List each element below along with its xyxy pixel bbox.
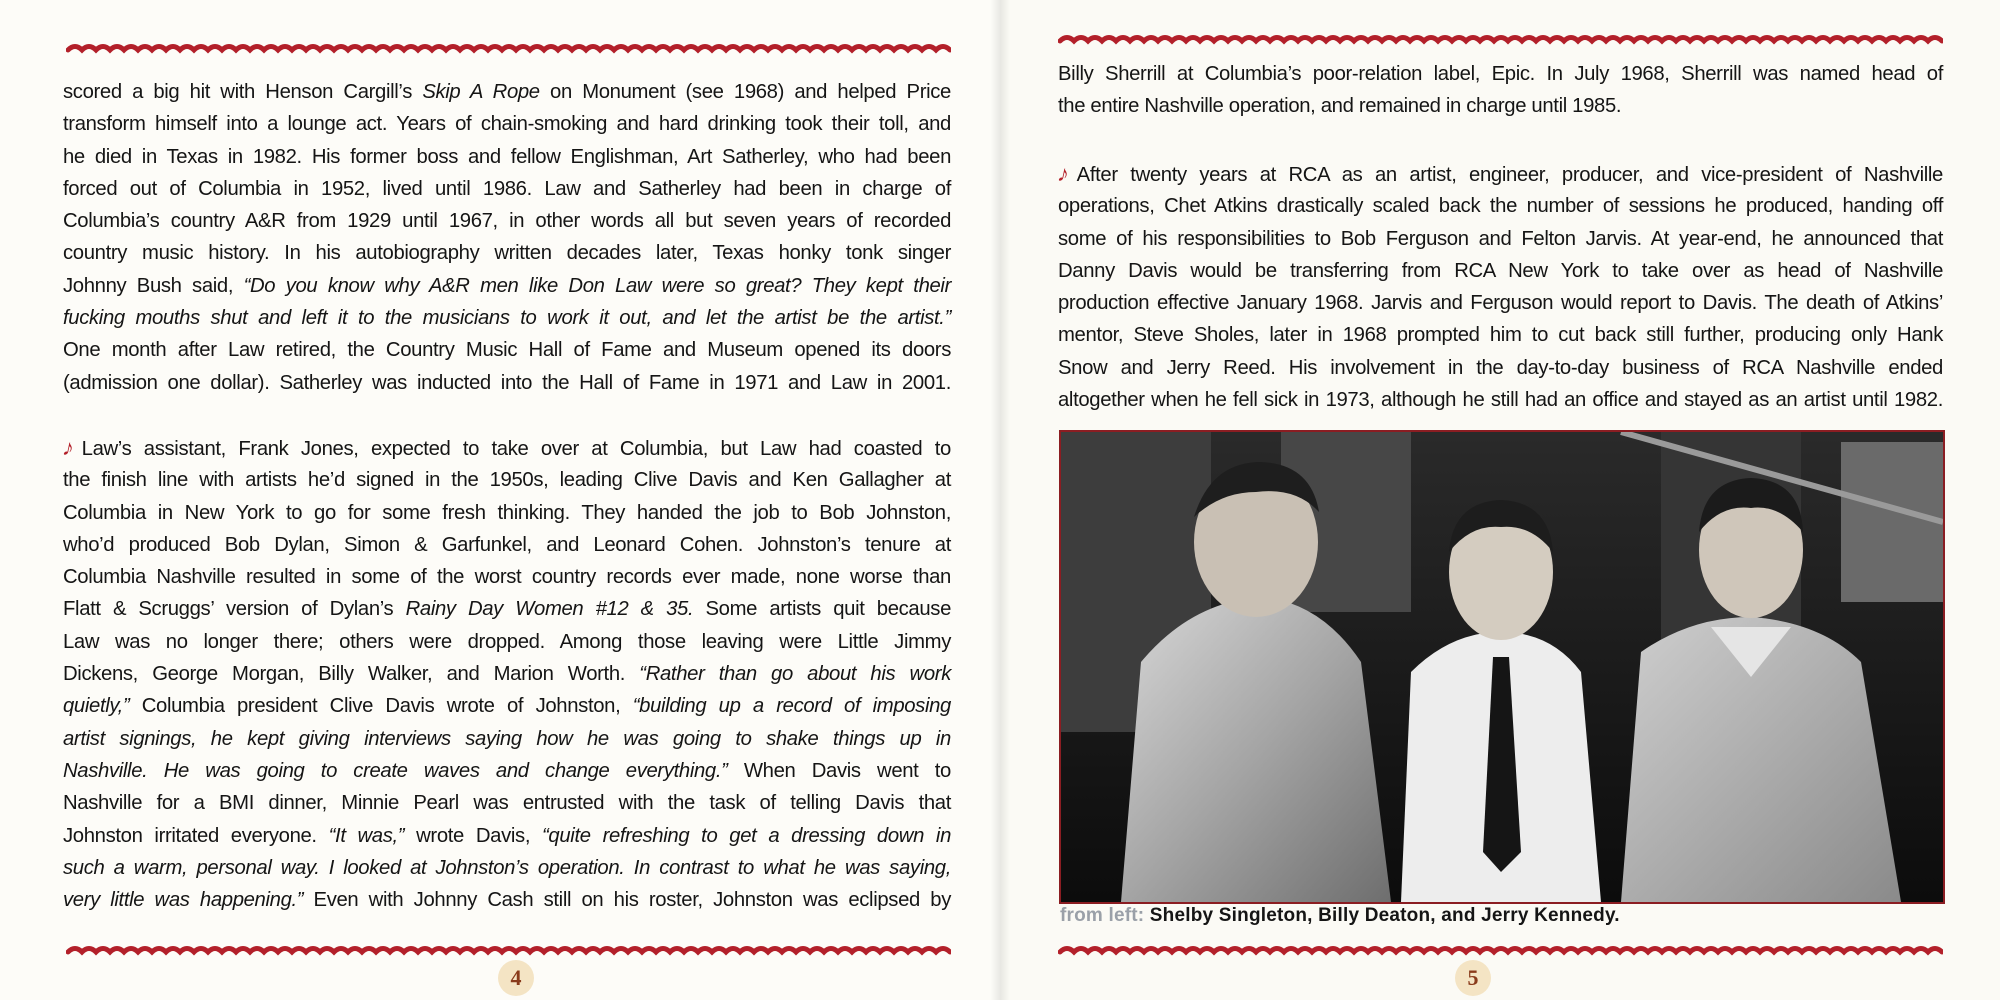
music-note-icon: ♪ [1055,161,1072,186]
text-line: One month after Law retired, the Country Music Hall of Fame and Museum opened its doors [63,339,951,362]
text-line: quietly,” Columbia president Clive Davis wrote of Johnston, “building up a record of imposing [63,695,951,718]
text-line: forced out of Columbia in 1952, lived until 1986. Law and Satherley had been in charge of [63,177,951,200]
text-line: Johnston irritated everyone. “It was,” wrote Davis, “quite refreshing to get a dressing down in [63,824,951,847]
text-line: Nashville for a BMI dinner, Minnie Pearl was entrusted with the task of telling Davis that [63,792,951,815]
text-line: altogether when he fell sick in 1973, although he still had an office and stayed as an artist until 1982. [1058,389,1943,412]
text-line: who’d produced Bob Dylan, Simon & Garfunkel, and Leonard Cohen. Johnston’s tenure at [63,533,951,556]
text-line: scored a big hit with Henson Cargill’s Skip A Rope on Monument (see 1968) and helped Price [63,81,951,103]
text-line: the entire Nashville operation, and remained in charge until 1985. [1058,95,1622,118]
text-line: Columbia’s country A&R from 1929 until 1967, in other words all but seven years of recorded [63,210,951,233]
text-line: Columbia in New York to go for some fresh thinking. They handed the job to Bob Johnston, [63,501,951,524]
top-wave-divider-left [66,42,951,58]
right-body-text [1058,58,1943,123]
text-line: Billy Sherrill at Columbia’s poor-relation label, Epic. In July 1968, Sherrill was named head of [1058,63,1943,85]
left-body-text-2 [60,432,952,916]
text-line: the finish line with artists he’d signed in the 1950s, leading Clive Davis and Ken Gallagher at [63,469,951,492]
text-line: Danny Davis would be transferring from RCA New York to take over as head of Nashville [1058,259,1943,282]
music-note-icon: ♪ [60,435,77,460]
text-line: transform himself into a lounge act. Years of chain-smoking and hard drinking took their toll, and [63,113,951,136]
right-body-text-2 [1055,158,1943,416]
text-line: such a warm, personal way. I looked at Johnston’s operation. In contrast to what he was saying, [63,856,951,879]
text-line: operations, Chet Atkins drastically scaled back the number of sessions he produced, handing off [1058,195,1943,218]
text-line: country music history. In his autobiography written decades later, Texas honky tonk singer [63,242,951,265]
page-number-right: 5 [1455,960,1491,996]
left-body-text [63,76,951,399]
text-line: Flatt & Scruggs’ version of Dylan’s Rainy Day Women #12 & 35. Some artists quit because [63,598,952,621]
text-line: fucking mouths shut and left it to the musicians to work it out, and let the artist be the artist.” [63,307,951,330]
bottom-wave-divider-right [1058,944,1943,960]
book-gutter [990,0,1010,1000]
text-line: (admission one dollar). Satherley was inducted into the Hall of Fame in 1971 and Law in 2001. [63,371,951,394]
bottom-wave-divider-left [66,944,951,960]
photo-caption: from left: Shelby Singleton, Billy Deaton, and Jerry Kennedy. [1060,905,1620,926]
text-line: Law was no longer there; others were dropped. Among those leaving were Little Jimmy [63,630,951,653]
photograph-three-men [1059,430,1945,904]
text-line: very little was happening.” Even with Johnny Cash still on his roster, Johnston was eclipsed by [63,889,951,912]
text-line: production effective January 1968. Jarvis and Ferguson would report to Davis. The death of Atkins’ [1058,292,1943,315]
text-line: Columbia Nashville resulted in some of the worst country records ever made, none worse than [63,566,951,589]
text-line: Dickens, George Morgan, Billy Walker, and Marion Worth. “Rather than go about his work [63,663,951,686]
text-line: Johnny Bush said, “Do you know why A&R men like Don Law were so great? They kept their [63,274,951,297]
text-line: artist signings, he kept giving interviews saying how he was going to shake things up in [63,727,951,750]
text-line: mentor, Steve Sholes, later in 1968 prompted him to cut back still further, producing only Hank [1058,324,1943,347]
text-line: some of his responsibilities to Bob Ferguson and Felton Jarvis. At year-end, he announced that [1058,227,1943,250]
text-line: ♪ After twenty years at RCA as an artist, engineer, producer, and vice-president of Nashville [1058,158,1943,190]
text-line: Snow and Jerry Reed. His involvement in the day-to-day business of RCA Nashville ended [1058,356,1943,379]
top-wave-divider-right [1058,33,1943,49]
text-line: Nashville. He was going to create waves and change everything.” When Davis went to [63,759,951,782]
text-line: he died in Texas in 1982. His former boss and fellow Englishman, Art Satherley, who had been [63,145,951,168]
text-line: ♪ Law’s assistant, Frank Jones, expected to take over at Columbia, but Law had coasted to [63,432,951,464]
page-number-left: 4 [498,960,534,996]
